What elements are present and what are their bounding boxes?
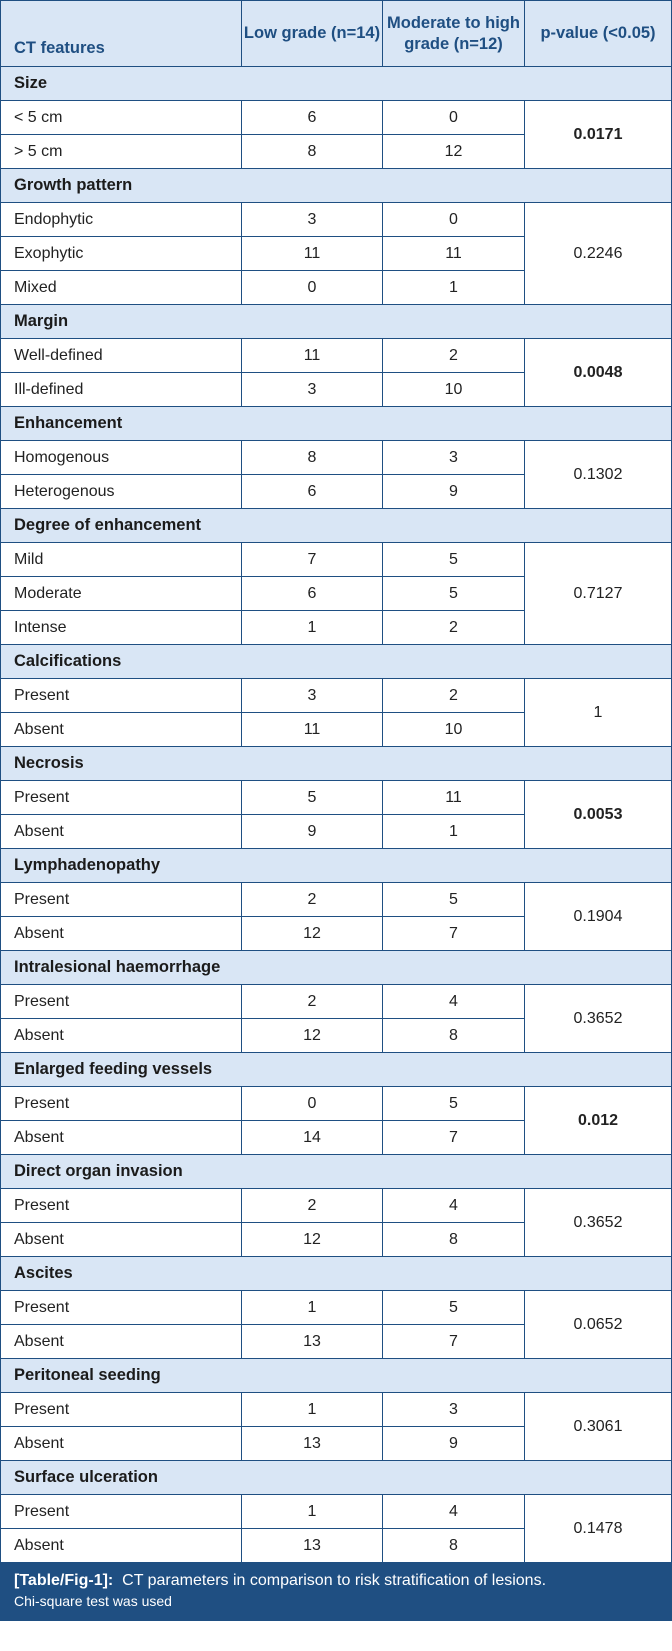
moderate-high-grade-count: 0 [383,203,525,237]
low-grade-count: 8 [242,441,383,475]
low-grade-count: 1 [242,1291,383,1325]
row-label: Exophytic [1,237,242,271]
moderate-high-grade-count: 2 [383,611,525,645]
row-label: Absent [1,1325,242,1359]
row-label: Heterogenous [1,475,242,509]
p-value: 0.3652 [525,985,672,1053]
group-header-row [1,305,672,339]
table-row [1,679,672,713]
moderate-high-grade-count: 11 [383,237,525,271]
row-label: Absent [1,1427,242,1461]
table-row [1,1495,672,1529]
row-label: Well-defined [1,339,242,373]
moderate-high-grade-count: 1 [383,815,525,849]
row-label: Absent [1,713,242,747]
p-value: 0.0053 [525,781,672,849]
table-row [1,781,672,815]
table-row [1,543,672,577]
low-grade-count: 8 [242,135,383,169]
group-title: Margin [1,305,672,339]
group-header-row [1,509,672,543]
group-title: Ascites [1,1257,672,1291]
low-grade-count: 12 [242,1019,383,1053]
p-value: 0.0048 [525,339,672,407]
moderate-high-grade-count: 7 [383,917,525,951]
moderate-high-grade-count: 5 [383,1087,525,1121]
moderate-high-grade-count: 9 [383,1427,525,1461]
p-value: 0.0652 [525,1291,672,1359]
low-grade-count: 3 [242,679,383,713]
low-grade-count: 13 [242,1325,383,1359]
group-header-row [1,849,672,883]
low-grade-count: 3 [242,203,383,237]
p-value: 0.1478 [525,1495,672,1563]
group-header-row [1,407,672,441]
moderate-high-grade-count: 3 [383,1393,525,1427]
group-title: Size [1,67,672,101]
row-label: Moderate [1,577,242,611]
row-label: < 5 cm [1,101,242,135]
low-grade-count: 1 [242,611,383,645]
row-label: Mild [1,543,242,577]
table-body [1,67,672,1563]
moderate-high-grade-count: 10 [383,713,525,747]
moderate-high-grade-count: 11 [383,781,525,815]
group-header-row [1,1053,672,1087]
low-grade-count: 2 [242,985,383,1019]
low-grade-count: 6 [242,577,383,611]
moderate-high-grade-count: 8 [383,1223,525,1257]
moderate-high-grade-count: 3 [383,441,525,475]
low-grade-count: 12 [242,917,383,951]
group-header-row [1,747,672,781]
caption-text: CT parameters in comparison to risk stratification of lesions. [122,1572,547,1589]
caption-note: Chi-square test was used [14,1593,172,1609]
group-title: Enlarged feeding vessels [1,1053,672,1087]
moderate-high-grade-count: 9 [383,475,525,509]
row-label: Absent [1,1019,242,1053]
table-row [1,101,672,135]
caption-row [1,1563,672,1621]
low-grade-count: 0 [242,271,383,305]
row-label: Absent [1,1223,242,1257]
moderate-high-grade-count: 4 [383,985,525,1019]
table-row [1,883,672,917]
row-label: Mixed [1,271,242,305]
row-label: Present [1,883,242,917]
header-moderate-high-grade: Moderate to high grade (n=12) [383,1,525,67]
row-label: Present [1,985,242,1019]
low-grade-count: 13 [242,1427,383,1461]
low-grade-count: 14 [242,1121,383,1155]
group-header-row [1,1257,672,1291]
p-value: 0.1302 [525,441,672,509]
low-grade-count: 2 [242,1189,383,1223]
low-grade-count: 0 [242,1087,383,1121]
group-header-row [1,951,672,985]
moderate-high-grade-count: 5 [383,577,525,611]
group-title: Lymphadenopathy [1,849,672,883]
row-label: Present [1,1393,242,1427]
moderate-high-grade-count: 7 [383,1121,525,1155]
row-label: Absent [1,1529,242,1563]
header-ct-features: CT features [1,1,242,67]
group-title: Surface ulceration [1,1461,672,1495]
moderate-high-grade-count: 2 [383,679,525,713]
low-grade-count: 6 [242,101,383,135]
group-header-row [1,645,672,679]
low-grade-count: 11 [242,339,383,373]
p-value: 1 [525,679,672,747]
table-row [1,1087,672,1121]
row-label: > 5 cm [1,135,242,169]
row-label: Absent [1,815,242,849]
p-value: 0.7127 [525,543,672,645]
header-p-value: p-value (<0.05) [525,1,672,67]
table-row [1,1291,672,1325]
moderate-high-grade-count: 8 [383,1019,525,1053]
group-header-row [1,1155,672,1189]
row-label: Present [1,679,242,713]
p-value: 0.012 [525,1087,672,1155]
table-row [1,1189,672,1223]
low-grade-count: 5 [242,781,383,815]
row-label: Ill-defined [1,373,242,407]
p-value: 0.3652 [525,1189,672,1257]
group-title: Growth pattern [1,169,672,203]
table-row [1,1393,672,1427]
row-label: Present [1,1495,242,1529]
moderate-high-grade-count: 5 [383,1291,525,1325]
low-grade-count: 11 [242,237,383,271]
row-label: Present [1,1087,242,1121]
group-header-row [1,67,672,101]
moderate-high-grade-count: 8 [383,1529,525,1563]
group-title: Direct organ invasion [1,1155,672,1189]
p-value: 0.0171 [525,101,672,169]
group-title: Calcifications [1,645,672,679]
group-header-row [1,1461,672,1495]
low-grade-count: 13 [242,1529,383,1563]
moderate-high-grade-count: 4 [383,1189,525,1223]
moderate-high-grade-count: 7 [383,1325,525,1359]
caption-label: [Table/Fig-1]: [14,1572,114,1589]
table-row [1,985,672,1019]
moderate-high-grade-count: 5 [383,543,525,577]
low-grade-count: 1 [242,1495,383,1529]
row-label: Absent [1,917,242,951]
group-header-row [1,1359,672,1393]
header-low-grade: Low grade (n=14) [242,1,383,67]
moderate-high-grade-count: 5 [383,883,525,917]
table-row [1,203,672,237]
low-grade-count: 6 [242,475,383,509]
moderate-high-grade-count: 2 [383,339,525,373]
low-grade-count: 2 [242,883,383,917]
group-title: Intralesional haemorrhage [1,951,672,985]
row-label: Homogenous [1,441,242,475]
row-label: Absent [1,1121,242,1155]
p-value: 0.1904 [525,883,672,951]
group-title: Degree of enhancement [1,509,672,543]
moderate-high-grade-count: 10 [383,373,525,407]
table-row [1,339,672,373]
row-label: Endophytic [1,203,242,237]
group-title: Necrosis [1,747,672,781]
low-grade-count: 12 [242,1223,383,1257]
p-value: 0.3061 [525,1393,672,1461]
low-grade-count: 1 [242,1393,383,1427]
table-row [1,441,672,475]
moderate-high-grade-count: 4 [383,1495,525,1529]
low-grade-count: 9 [242,815,383,849]
table-caption [1,1563,672,1621]
moderate-high-grade-count: 1 [383,271,525,305]
row-label: Intense [1,611,242,645]
group-title: Enhancement [1,407,672,441]
row-label: Present [1,1189,242,1223]
moderate-high-grade-count: 0 [383,101,525,135]
low-grade-count: 3 [242,373,383,407]
moderate-high-grade-count: 12 [383,135,525,169]
row-label: Present [1,781,242,815]
group-header-row [1,169,672,203]
p-value: 0.2246 [525,203,672,305]
group-title: Peritoneal seeding [1,1359,672,1393]
low-grade-count: 7 [242,543,383,577]
header-row [1,1,672,67]
row-label: Present [1,1291,242,1325]
low-grade-count: 11 [242,713,383,747]
